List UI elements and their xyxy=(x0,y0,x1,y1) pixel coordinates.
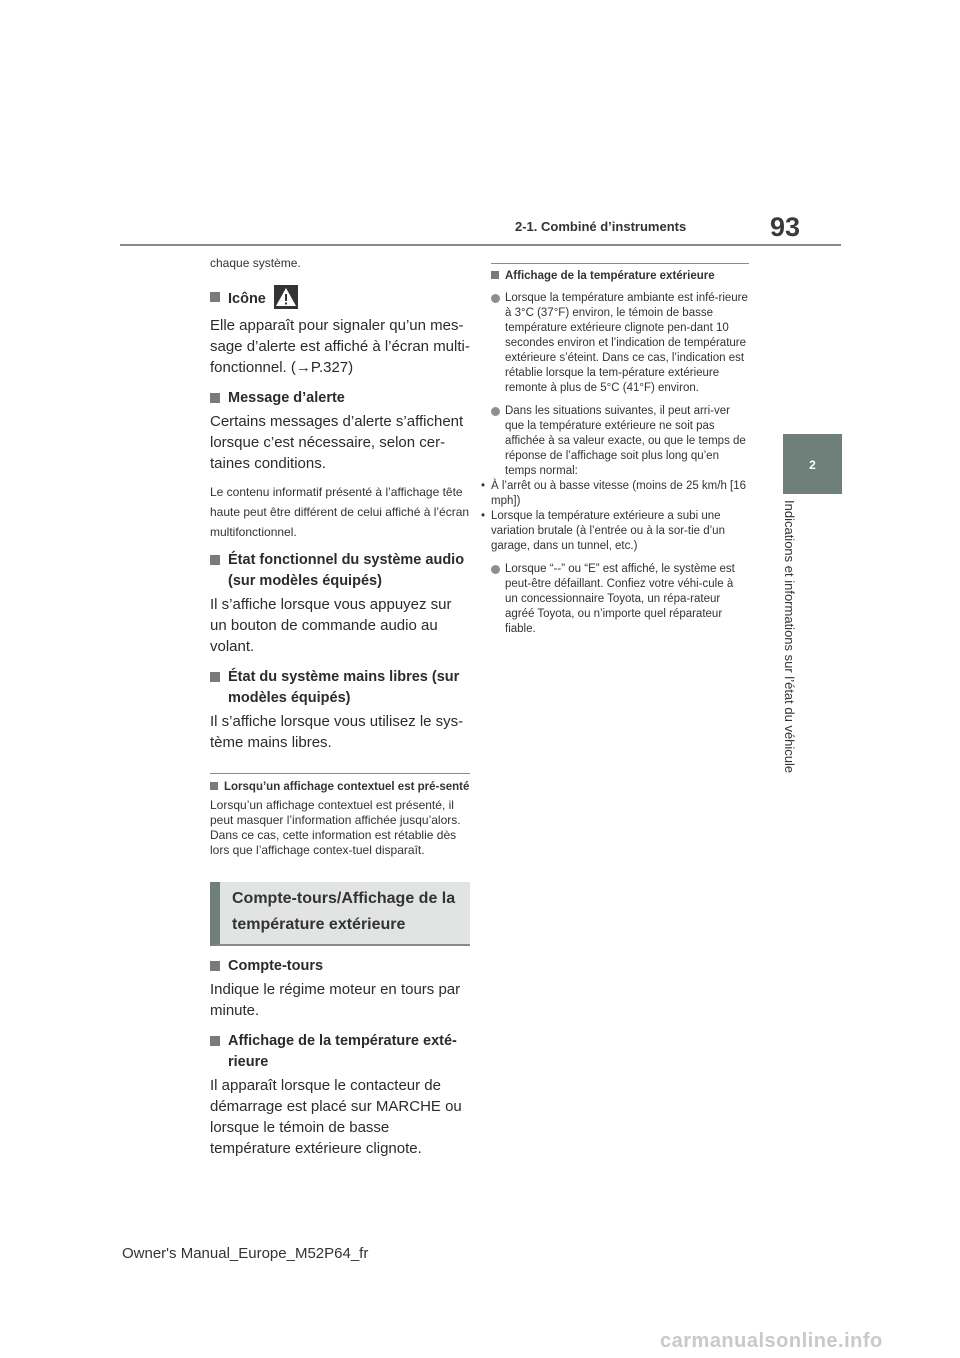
handsfree-heading-label: État du système mains libres (sur modèles équipés) xyxy=(228,669,460,706)
left-column xyxy=(210,256,470,1159)
note-square-icon xyxy=(491,271,499,279)
sub-bullet-marker: • xyxy=(481,510,486,522)
bullet-text: Dans les situations suivantes, il peut arri-ver que la température extérieure ne soit pas affichée à sa valeur exacte, ou que le temps de réponse de l’affichage soit plus long qu’en temps normal: xyxy=(505,405,746,477)
bullet-item xyxy=(491,404,749,479)
bullet-dot-icon xyxy=(491,565,500,574)
bullet-item xyxy=(491,562,749,637)
icon-heading xyxy=(210,287,470,311)
bullet-text: Lorsque la température ambiante est infé-rieure à 3°C (37°F) environ, le témoin de basse température extérieure clignote pen-dant 10 secondes environ et l’indication de température extérieure s’éteint. Dans ce cas, l’indication est rétablie lorsque la tem-pérature extérieure remonte à plus de 5°C (41°F) environ. xyxy=(505,292,748,394)
chapter-label-text: Indications et informations sur l’état du véhicule xyxy=(782,500,797,774)
popup-note-heading-label: Lorsqu’un affichage contextuel est pré-senté xyxy=(224,781,470,793)
sub-bullet-item xyxy=(477,509,749,554)
bullet-text: Lorsque “--” ou “E” est affiché, le système est peut-être défaillant. Confiez votre véhi-cule à un concessionnaire Toyota, un répa-rateur agréé Toyota, ou n’importe quel réparateur fiable. xyxy=(505,563,735,635)
sub-bullet-text: Lorsque la température extérieure a subi une variation brutale (à l’entrée ou à la sor-tie d’un garage, dans un tunnel, etc.) xyxy=(491,510,725,552)
popup-note-text: Lorsqu’un affichage contextuel est présenté, il peut masquer l’information affichée jusqu’alors. Dans ce cas, cette information est rétablie dès lors que l’affichage contex-tuel disparaît. xyxy=(210,798,461,857)
bullet-item xyxy=(491,291,749,396)
bullet-dot-icon xyxy=(491,294,500,303)
audio-text: Il s’affiche lorsque vous appuyez sur un bouton de commande audio au volant. xyxy=(210,596,452,655)
temp-heading xyxy=(210,1031,470,1073)
audio-heading-label: État fonctionnel du système audio (sur modèles équipés) xyxy=(228,552,465,589)
heading-square-icon xyxy=(210,672,220,682)
intro-text: chaque système. xyxy=(210,256,301,270)
note-rule xyxy=(210,773,470,774)
section-band-title: Compte-tours/Affichage de la température extérieure xyxy=(210,882,470,946)
note-rule xyxy=(491,263,749,264)
message-text: Certains messages d’alerte s’affichent lorsque c’est nécessaire, selon cer-taines conditions. xyxy=(210,413,464,472)
temp-note-heading-label: Affichage de la température extérieure xyxy=(505,270,715,282)
sub-bullet-marker: • xyxy=(481,480,486,492)
footer-watermark: carmanualsonline.info xyxy=(660,1330,883,1352)
header-rule xyxy=(120,244,841,246)
heading-square-icon xyxy=(210,1036,220,1046)
icon-text: Elle apparaît pour signaler qu’un mes-sage d’alerte est affiché à l’écran multi-fonctionnel. (→P.327) xyxy=(210,317,470,376)
heading-square-icon xyxy=(210,393,220,403)
audio-heading xyxy=(210,550,470,592)
footer-manual-id: Owner's Manual_Europe_M52P64_fr xyxy=(122,1245,369,1262)
note-square-icon xyxy=(210,782,218,790)
temp-text: Il apparaît lorsque le contacteur de démarrage est placé sur MARCHE ou lorsque le témoin de basse température extérieure clignote. xyxy=(210,1077,462,1157)
right-column xyxy=(481,263,749,637)
handsfree-text: Il s’affiche lorsque vous utilisez le sys-tème mains libres. xyxy=(210,713,464,751)
temp-heading-label: Affichage de la température exté-rieure xyxy=(228,1033,457,1070)
sub-bullet-text: À l’arrêt ou à basse vitesse (moins de 25 km/h [16 mph]) xyxy=(491,480,747,507)
page-number: 93 xyxy=(770,212,801,242)
section-title: 2-1. Combiné d’instruments xyxy=(515,219,687,234)
message-heading-label: Message d’alerte xyxy=(228,390,345,406)
warning-triangle-icon xyxy=(274,285,298,309)
icon-heading-label: Icône xyxy=(228,290,266,307)
popup-note-heading xyxy=(210,780,470,794)
chapter-label-vertical xyxy=(782,500,808,800)
bullet-dot-icon xyxy=(491,407,500,416)
heading-square-icon xyxy=(210,961,220,971)
chapter-tab-number: 2 xyxy=(809,458,816,472)
tacho-heading-label: Compte-tours xyxy=(228,958,324,974)
tacho-heading xyxy=(210,956,470,977)
sub-bullet-item xyxy=(477,479,749,509)
tacho-text: Indique le régime moteur en tours par minute. xyxy=(210,981,461,1019)
heading-square-icon xyxy=(210,555,220,565)
heading-square-icon xyxy=(210,292,220,302)
message-note: Le contenu informatif présenté à l’affichage tête haute peut être différent de celui affiché à l’écran multifonctionnel. xyxy=(210,485,470,539)
handsfree-heading xyxy=(210,667,470,709)
message-heading xyxy=(210,388,470,409)
temp-note-heading xyxy=(491,269,749,283)
